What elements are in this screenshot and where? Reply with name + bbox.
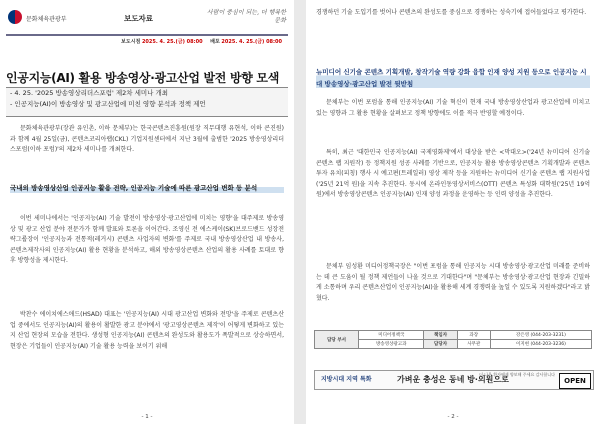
subtitle-2: - 인공지능(AI)이 방송영상 및 광고산업에 미친 영향 분석과 정책 제언 (10, 100, 206, 108)
document-kind: 보도자료 (124, 14, 153, 23)
slogan: 사람이 중심이 되는, 더 행복한 문화 (206, 9, 286, 24)
banner-slogan: 가벼운 충성은 동네 방·의원으로 (397, 375, 509, 384)
banner-logo: 지방시대 지역 특화 (321, 376, 372, 383)
ministry-logo-icon (8, 10, 22, 24)
section-heading-2: 뉴미디어 신기술 콘텐츠 기획개발, 창작기술 역량 강화 융합 인재 양성 지원 등으로 인공지능 시대 방송영상·광고산업 발전 뒷받침 (316, 66, 590, 90)
table-row (315, 331, 592, 340)
table-cell: 담당자 (424, 340, 457, 349)
paragraph-3: 박찬수 에이치에스애드(HSAD) 대표는 '인공지능(AI) 시대 광고산업 변화와 전망'을 주제로 콘텐츠산업 중에서도 인공지능(AI)의 활용이 활발한 광고 분야에서 '광고영상콘텐츠 제작'이 어떻게 변화하고 있는지 산업 현장의 모습을 전한다. 생성형 인공지능(AI) 콘텐츠의 완성도와 활용도가 폭발적으로 상승하면서, 현장은 기업들이 인공지능(AI) 기술 활용 능력을 보이기 위해 (10, 311, 284, 350)
campaign-banner (314, 370, 594, 390)
release-value: 2025. 4. 25.(금) 08:00 (141, 39, 203, 45)
deploy-value: 2025. 4. 25.(금) 08:00 (221, 39, 282, 45)
table-cell: 책임자 (424, 331, 457, 340)
table-cell: 미디어정책국 (359, 331, 424, 340)
paragraph-4: 문체부는 이번 포럼을 통해 인공지능(AI) 기술 혁신이 현재 국내 방송영상산업과 광고산업에 미치고 있는 영향과 그 활용 현황을 살펴보고 정책 방향에도 이를 적극 반영할 예정이다. (316, 99, 590, 117)
paragraph-1: 문화체육관광부(장관 유인촌, 이하 문체부)는 한국콘텐츠진흥원(원장 직무대행 유현석, 이하 콘진원)과 함께 4월 25일(금), 콘텐츠코리아랩(CKL) 기업지원센터에서 지난 3월에 출범한 '2025 방송영상리더스포럼(이하 포럼)'의 제2차 세미나를 개최한다. (10, 125, 284, 153)
deploy-label: 배포 (210, 39, 220, 45)
table-cell: 과장 (457, 331, 490, 340)
open-badge: OPEN (559, 373, 591, 389)
subtitle-box (6, 87, 288, 117)
release-date-bar (6, 38, 288, 45)
table-cell: 방송영상광고과 (359, 340, 424, 349)
table-cell: 사무관 (457, 340, 490, 349)
section-heading: 국내외 방송영상산업 인공지능 활용 전략, 인공지능 기술에 따른 광고산업 변화 등 분석 (10, 182, 284, 194)
table-cell: 이지현 (044-203-3236) (490, 340, 591, 349)
subtitle-1: - 4. 25. '2025 방송영상리더스포럼' 제2차 세미나 개최 (10, 89, 169, 97)
table-cell: 강은영 (044-203-3231) (490, 331, 591, 340)
contact-table (314, 330, 592, 349)
page-number: - 2 - (447, 414, 459, 420)
page-1 (0, 0, 294, 424)
release-label: 보도시점 (121, 39, 141, 45)
org-name: 문화체육관광부 (26, 16, 67, 23)
page-title: 인공지능(AI) 활용 방송영상·광고산업 발전 방향 모색 (6, 71, 280, 85)
banner-small-text: 더 나은 환자에게 양보해 주세요 감사합니다 (479, 372, 555, 377)
paragraph-2: 이번 세미나에서는 '인공지능(AI) 기술 발전이 방송영상·광고산업에 미치는 영향'을 대주제로 방송영상 및 광고 산업 분야 전문가가 함께 발표와 토론을 이어간다. 조영신 전 에스케이(SK)브로드밴드 성장전략그룹장이 '인공지능과 전통적(레거시) 콘텐츠 사업자의 변화'를 주제로 국내 방송영상산업 내 방송사, 콘텐츠제작사의 인공지능(AI) 활용 현황을 분석하고, 해외 방송영상콘텐츠 산업의 활용 사례를 토대로 향후 방향성을 제시한다. (10, 215, 284, 264)
paragraph-6: 문체부 임성환 미디어정책국장은 "이번 포럼을 통해 인공지능 시대 방송영상·광고산업 미래를 준비하는 데 큰 도움이 될 정책 제언들이 나올 것으로 기대한다"며 "문체부는 방송영상·광고산업 현장과 긴밀하게 소통하며 우리 콘텐츠산업이 인공지능(AI)을 활용해 세계 경쟁력을 높일 수 있도록 지원하겠다"라고 밝혔다. (316, 263, 590, 302)
intro-text: 경쟁하던 기술 도입기를 벗어나 콘텐츠의 완성도를 중심으로 경쟁하는 성숙기에 접어들었다고 평가한다. (316, 9, 587, 16)
page-2 (306, 0, 600, 424)
page-number: - 1 - (141, 414, 153, 420)
table-cell: 담당 부서 (315, 331, 359, 349)
paragraph-5: 특히, 최근 '대한민국 인공지능(AI) 국제영화제'에서 대상을 받은 <막대오>('24년 뉴미디어 신기술 콘텐츠 랩 지원작) 등 정책지원 성공 사례를 기반으로, 인공지능 활용 방송영상콘텐츠 기획개발과 콘텐츠 투자 유치(피칭) 행사 시 예고편(트레일러) 영상 제작 등을 지원하는 뉴미디어 신기술 콘텐츠 랩 지원사업('25년 21억 원)을 지속 추진한다. 동시에 온라인동영상서비스(OTT) 콘텐츠 특성화 대학원('25년 19억 원)에서 방송영상콘텐츠 인공지능(AI) 인재 양성 과정을 운영하는 등 인력 양성을 추진한다. (316, 149, 590, 198)
page-header (6, 6, 288, 36)
